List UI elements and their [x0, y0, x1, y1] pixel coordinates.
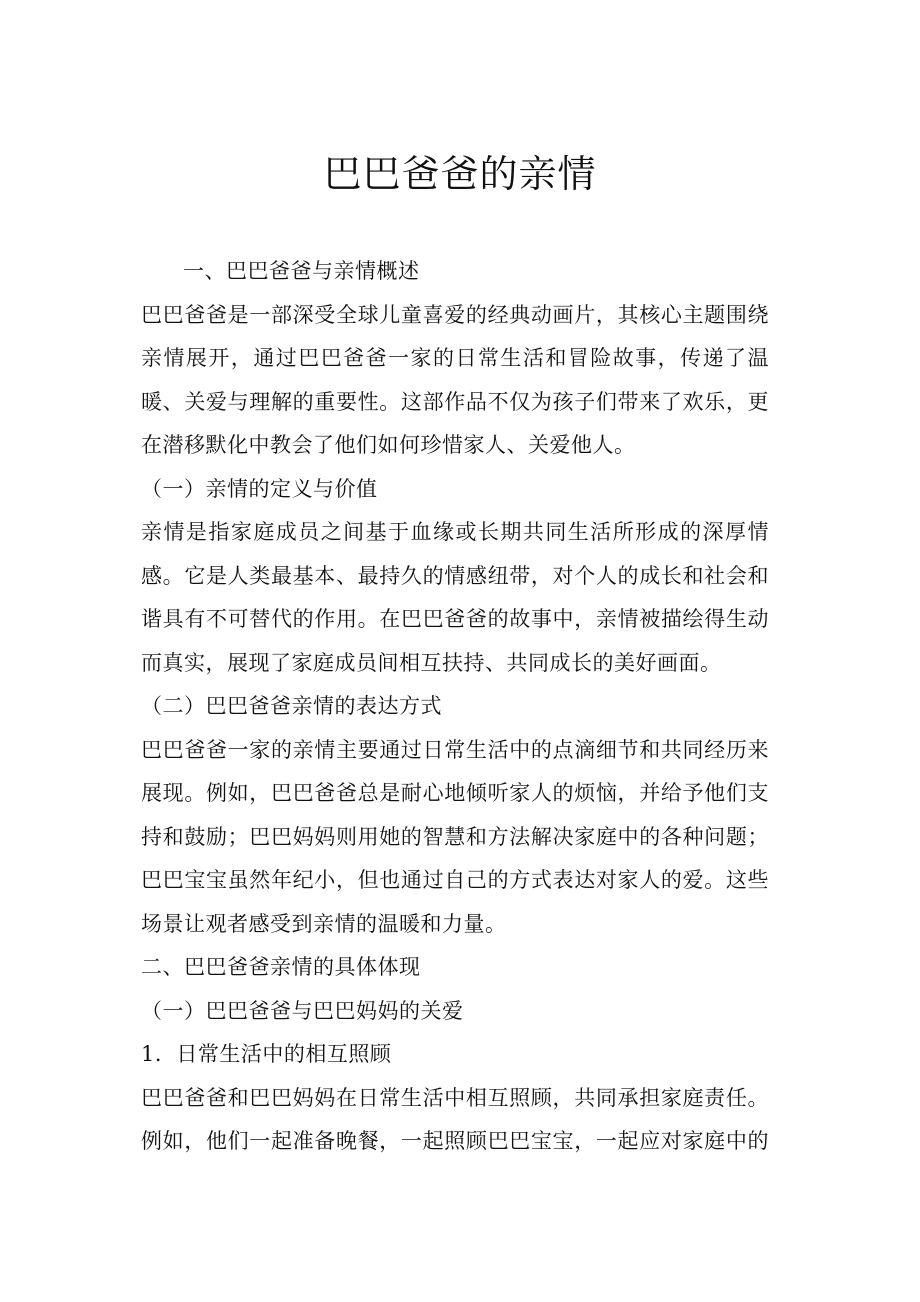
paragraph-line: 暖、关爱与理解的重要性。这部作品不仅为孩子们带来了欢乐，更 [141, 389, 769, 414]
section-heading: 一、巴巴爸爸与亲情概述 [183, 259, 420, 283]
paragraph-line: 巴巴爸爸和巴巴妈妈在日常生活中相互照顾，共同承担家庭责任。 [141, 1085, 769, 1110]
paragraph-line: 亲情是指家庭成员之间基于血缘或长期共同生活所形成的深厚情 [141, 520, 769, 544]
paragraph-line: 巴巴爸爸是一部深受全球儿童喜爱的经典动画片，其核心主题围绕 [141, 302, 769, 327]
paragraph-line: 谐具有不可替代的作用。在巴巴爸爸的故事中，亲情被描绘得生动 [141, 607, 769, 631]
paragraph-line: 亲情展开，通过巴巴爸爸一家的日常生活和冒险故事，传递了温 [141, 346, 769, 370]
paragraph-line: 感。它是人类最基本、最持久的情感纽带，对个人的成长和社会和 [141, 563, 769, 588]
subsection-heading: （一）亲情的定义与价值 [141, 476, 378, 501]
paragraph-line: 展现。例如，巴巴爸爸总是耐心地倾听家人的烦恼，并给予他们支 [141, 781, 769, 805]
paragraph-line: 而真实，展现了家庭成员间相互扶持、共同成长的美好画面。 [141, 650, 722, 675]
item-heading: 1．日常生活中的相互照顾 [141, 1042, 392, 1066]
document-title: 巴巴爸爸的亲情 [323, 152, 597, 196]
subsection-heading: （一）巴巴爸爸与巴巴妈妈的关爱 [141, 998, 464, 1023]
paragraph-line: 在潜移默化中教会了他们如何珍惜家人、关爱他人。 [141, 433, 636, 457]
subsection-heading: （二）巴巴爸爸亲情的表达方式 [141, 694, 442, 718]
paragraph-line: 巴巴宝宝虽然年纪小，但也通过自己的方式表达对家人的爱。这些 [141, 868, 769, 892]
paragraph-line: 巴巴爸爸一家的亲情主要通过日常生活中的点滴细节和共同经历来 [141, 737, 769, 762]
paragraph-line: 场景让观者感受到亲情的温暖和力量。 [141, 911, 507, 936]
section-heading: 二、巴巴爸爸亲情的具体体现 [141, 955, 421, 979]
paragraph-line: 持和鼓励；巴巴妈妈则用她的智慧和方法解决家庭中的各种问题； [141, 824, 769, 849]
paragraph-line: 例如，他们一起准备晚餐，一起照顾巴巴宝宝，一起应对家庭中的 [141, 1129, 769, 1153]
document-body [141, 250, 769, 1164]
